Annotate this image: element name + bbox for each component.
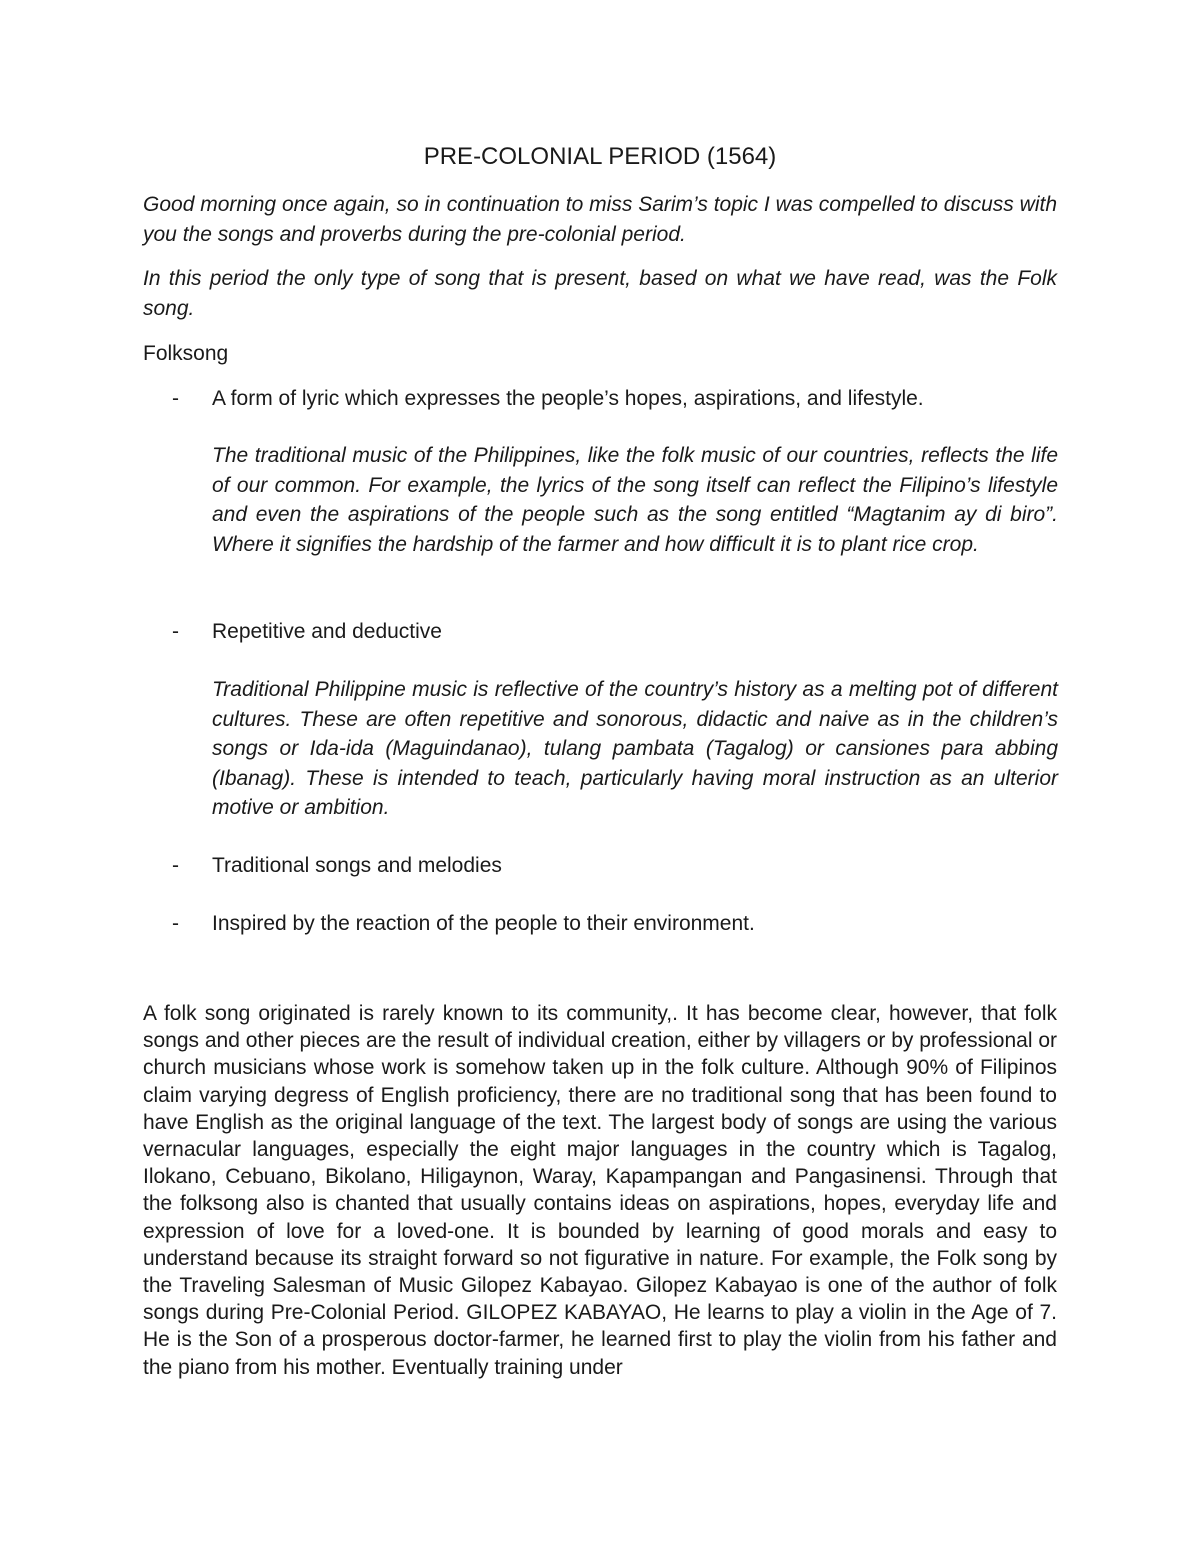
bullet-marker: -	[172, 854, 179, 877]
bullet-item: Traditional songs and melodies	[212, 854, 502, 877]
bullet-detail: Traditional Philippine music is reflective of the country’s history as a melting pot of different cultures. These are often repetitive and sonorous, didactic and naive as in the children’s songs or Ida-ida (Maguindanao), tulang pambata (Tagalog) or cansiones para abbing (Ibanag). These is intended to teach, particularly having moral instruction as an ulterior motive or ambition.	[212, 678, 1058, 819]
bullet-item: Inspired by the reaction of the people to their environment.	[212, 912, 755, 935]
bullet-item: A form of lyric which expresses the people’s hopes, aspirations, and lifestyle.	[212, 387, 924, 410]
bullet-marker: -	[172, 387, 179, 410]
bullet-marker: -	[172, 912, 179, 935]
bullet-marker: -	[172, 620, 179, 643]
bullet-item: Repetitive and deductive	[212, 620, 442, 643]
bullet-detail: The traditional music of the Philippines, like the folk music of our countries, reflects the life of our common. For example, the lyrics of the song itself can reflect the Filipino’s lifestyle and even the aspirations of the people such as the song entitled “Magtanim ay di biro”. Where it signifies the hardship of the farmer and how difficult it is to plant rice crop.	[212, 444, 1058, 556]
body-paragraph: A folk song originated is rarely known to its community,. It has become clear, however, that folk songs and other pieces are the result of individual creation, either by villagers or by professional or church musicians whose work is somehow taken up in the folk culture. Although 90% of Filipinos claim varying degress of English proficiency, there are no traditional song that has been found to have English as the original language of the text. The largest body of songs are using the various vernacular languages, especially the eight major languages in the country which is Tagalog, Ilokano, Cebuano, Bikolano, Hiligaynon, Waray, Kapampangan and Pangasinensi. Through that the folksong also is chanted that usually contains ideas on aspirations, hopes, everyday life and expression of love for a loved-one. It is bounded by learning of good morals and easy to understand because its straight forward so not figurative in nature. For example, the Folk song by the Traveling Salesman of Music Gilopez Kabayao. Gilopez Kabayao is one of the author of folk songs during Pre-Colonial Period. GILOPEZ KABAYAO, He learns to play a violin in the Age of 7. He is the Son of a prosperous doctor-farmer, he learned first to play the violin from his father and the piano from his mother. Eventually training under	[143, 1002, 1058, 1379]
page-title: PRE-COLONIAL PERIOD (1564)	[423, 143, 777, 170]
section-heading: Folksong	[143, 342, 229, 365]
intro-paragraph: In this period the only type of song that is present, based on what we have read, was the Folk song.	[143, 267, 1057, 320]
intro-paragraph: Good morning once again, so in continuation to miss Sarim’s topic I was compelled to discuss with you the songs and proverbs during the pre-colonial period.	[143, 193, 1057, 246]
